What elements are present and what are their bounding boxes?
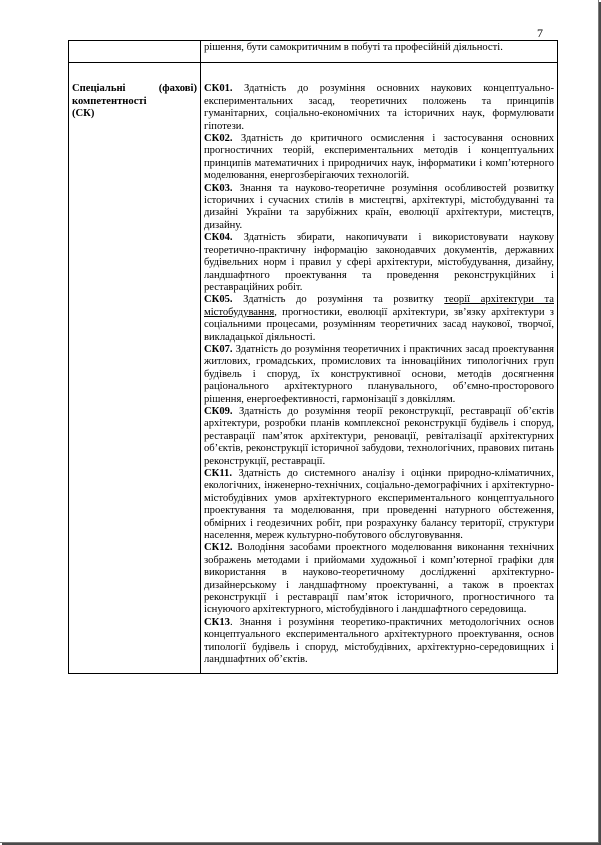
competency-code: СК02. [204, 133, 233, 145]
competency-code: СК11. [204, 468, 232, 479]
section-label-word-1: Спеціальні [72, 83, 126, 95]
section-label-line-3: (СК) [72, 108, 95, 120]
table-row-continuation [69, 41, 558, 63]
competency-text: . Знання і розуміння теоретико-практичних методологічних основ концептуального експериментального архітектурного проектування, основ типології будівель і споруд, містобудівних, архітектурно-середовищних і ландшафтних об’єктів. [204, 616, 554, 666]
competency-code: СК05. [204, 294, 233, 306]
competency-code: СК07. [204, 343, 233, 355]
competency-text: Здатність до розуміння основних наукових концептуально-експериментальних засад, теоретичних положень та принципів гуманітарних, соціально-економічних та історичних наук, формулювати гіпотези. [204, 83, 554, 132]
section-label-line-2: компетентності [72, 95, 147, 107]
competency-code: СК01. [204, 83, 233, 95]
empty-cell [69, 41, 201, 63]
competency-text: Здатність до розуміння теоретичних і практичних засад проектування житлових, громадських, промислових та інноваційних типологічних груп будівель і споруд, їх конструктивної основи, методів досягнення раціонального архітектурного планувального, об’ємно-просторового рішення, енергоефективності, гармонізації з довкіллям. [204, 343, 554, 405]
competency-text: Здатність до розуміння та розвитку [232, 294, 445, 306]
competencies-table [68, 40, 558, 674]
competency-item [204, 617, 554, 667]
competency-text: Здатність до системного аналізу і оцінки природно-кліматичних, екологічних, інженерно-технічних, соціально-демографічних і архітектурно-містобудівних умов архітектурного експериментального концептуального проектування та моделювання, при проведенні натурного обстеження, обмірних і геодезичних робіт, при розрахунку балансу території, структури населення, мереж культурно-побутового обслуговування. [204, 468, 554, 542]
competency-item [204, 232, 554, 294]
competency-text: Здатність до критичного осмислення і застосування основних прогностичних теорій, експериментальних методів і концептуальних принципів математичних і природничих наук, інформатики і комп’ютерного моделювання, енергозберігаючих технологій. [204, 133, 554, 182]
competency-text: Здатність збирати, накопичувати і використовувати наукову теоретично-практичну інформацію законодавчих документів, державних будівельних норм і правил у сфері архітектури, містобудування, дизайну, ландшафтного проектування та проведення реконструкційних і реставраційних робіт. [204, 232, 554, 293]
competency-item [204, 542, 554, 616]
competency-list-cell [201, 63, 558, 673]
competency-code: СК12. [204, 542, 233, 554]
page-number: 7 [537, 26, 543, 40]
competency-item [204, 344, 554, 406]
competency-item [204, 133, 554, 183]
competency-text: , прогностики, еволюції архітектури, зв’язку архітектури з соціальними процесами, розумінням теоретичних засад наукової, творчої, викладацької діяльності. [204, 306, 554, 343]
competency-text: Здатність до розуміння теорії реконструкції, реставрації об’єктів архітектури, розробки планів комплексної реконструкції будівель і споруд, реставрації пам’яток архітектури, реновації, ревіталізації архітектурних об’єктів, реконструкції історичної забудови, технологічних, правових питань реконструкції, реставрації. [204, 405, 554, 467]
competency-item [204, 83, 554, 133]
competency-item [204, 468, 554, 542]
competency-item [204, 183, 554, 233]
section-label-word-2: (фахові) [158, 83, 197, 95]
competency-code: СК09. [204, 405, 233, 417]
competency-item [204, 406, 554, 468]
underlined-term: теорії архітектури та містобудування [204, 294, 554, 318]
competency-code: СК03. [204, 182, 233, 194]
table-row-special-competencies [69, 63, 558, 673]
competency-item [204, 294, 554, 344]
competency-text: Володіння засобами проектного моделювання виконання технічних зображень методами і прийомами художньої і комп’ютерної графіки для використання в науково-теоретичному дослідженні архітектурно-дизайнерському і ландшафтному проектуванні, а також в проектах реконструкції і реставрації пам’яток історичного, прогностичного та існуючого архітектурного, містобудівного і ландшафтного середовища. [204, 542, 554, 616]
competency-text: Знання та науково-теоретичне розуміння особливостей розвитку історичних і сучасних стилів в мистецтві, архітектурі, містобудуванні та дизайні України та зарубіжних країн, еволюції архітектури, мистецтв, дизайну. [204, 182, 554, 231]
section-label-cell [69, 63, 201, 673]
competency-code: СК04. [204, 232, 233, 244]
competency-code: СК13 [204, 616, 230, 628]
continuation-cell: рішення, бути самокритичним в побуті та професійній діяльності. [201, 41, 558, 63]
